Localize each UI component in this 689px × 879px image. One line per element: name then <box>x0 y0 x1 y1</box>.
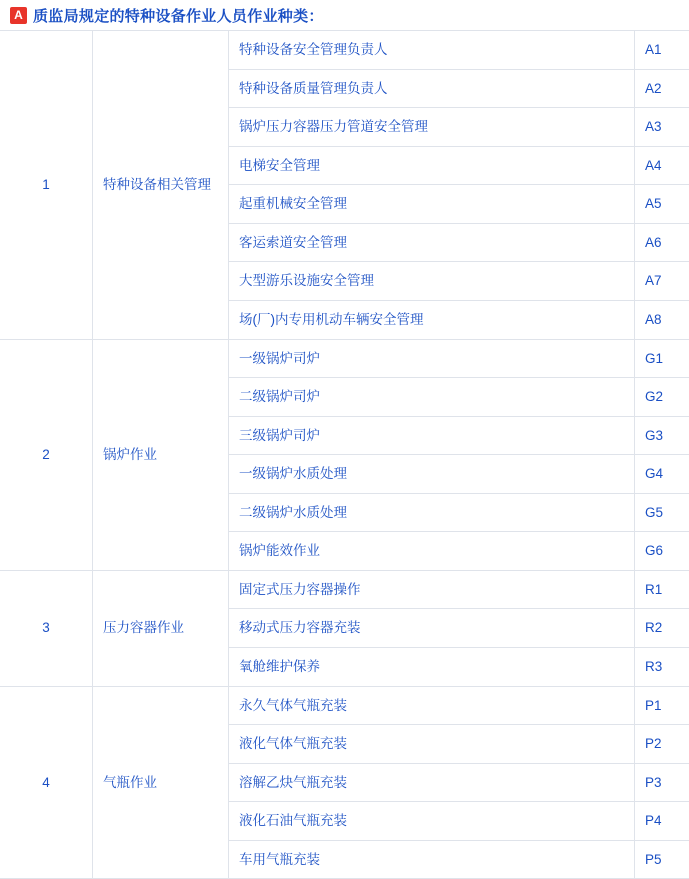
item-name-cell: 三级锅炉司炉 <box>229 416 635 455</box>
item-name-cell: 锅炉能效作业 <box>229 532 635 571</box>
item-code-cell: A5 <box>635 185 689 224</box>
item-name-cell: 液化气体气瓶充装 <box>229 725 635 764</box>
item-name-cell: 场(厂)内专用机动车辆安全管理 <box>229 300 635 339</box>
table-row <box>0 31 689 70</box>
group-name-cell: 特种设备相关管理 <box>93 31 229 340</box>
group-name-cell: 气瓶作业 <box>93 686 229 879</box>
item-name-cell: 一级锅炉水质处理 <box>229 455 635 494</box>
item-name-cell: 液化石油气瓶充装 <box>229 802 635 841</box>
item-code-cell: P2 <box>635 725 689 764</box>
group-index-cell: 3 <box>0 570 93 686</box>
item-code-cell: A3 <box>635 108 689 147</box>
item-code-cell: G2 <box>635 378 689 417</box>
item-name-cell: 车用气瓶充装 <box>229 840 635 879</box>
page-title: 质监局规定的特种设备作业人员作业种类： <box>33 5 324 26</box>
item-code-cell: A7 <box>635 262 689 301</box>
item-name-cell: 二级锅炉司炉 <box>229 378 635 417</box>
item-code-cell: A4 <box>635 146 689 185</box>
item-code-cell: G3 <box>635 416 689 455</box>
item-code-cell: A8 <box>635 300 689 339</box>
item-name-cell: 客运索道安全管理 <box>229 223 635 262</box>
item-name-cell: 特种设备质量管理负责人 <box>229 69 635 108</box>
item-code-cell: G5 <box>635 493 689 532</box>
item-name-cell: 锅炉压力容器压力管道安全管理 <box>229 108 635 147</box>
item-name-cell: 一级锅炉司炉 <box>229 339 635 378</box>
item-code-cell: R3 <box>635 648 689 687</box>
table-body <box>0 31 689 879</box>
item-code-cell: A2 <box>635 69 689 108</box>
item-code-cell: G4 <box>635 455 689 494</box>
table-row <box>0 570 689 609</box>
item-name-cell: 永久气体气瓶充装 <box>229 686 635 725</box>
item-code-cell: G6 <box>635 532 689 571</box>
item-code-cell: P5 <box>635 840 689 879</box>
group-index-cell: 1 <box>0 31 93 340</box>
section-badge: A <box>10 7 27 24</box>
item-name-cell: 氧舱维护保养 <box>229 648 635 687</box>
occupation-category-table <box>0 30 689 879</box>
item-code-cell: R2 <box>635 609 689 648</box>
item-name-cell: 二级锅炉水质处理 <box>229 493 635 532</box>
item-code-cell: P4 <box>635 802 689 841</box>
item-name-cell: 电梯安全管理 <box>229 146 635 185</box>
item-code-cell: P3 <box>635 763 689 802</box>
item-code-cell: A1 <box>635 31 689 70</box>
item-name-cell: 大型游乐设施安全管理 <box>229 262 635 301</box>
table-row <box>0 339 689 378</box>
item-name-cell: 移动式压力容器充装 <box>229 609 635 648</box>
item-name-cell: 溶解乙炔气瓶充装 <box>229 763 635 802</box>
item-code-cell: G1 <box>635 339 689 378</box>
group-name-cell: 锅炉作业 <box>93 339 229 570</box>
page-header <box>0 0 689 30</box>
group-name-cell: 压力容器作业 <box>93 570 229 686</box>
item-code-cell: A6 <box>635 223 689 262</box>
group-index-cell: 2 <box>0 339 93 570</box>
item-name-cell: 固定式压力容器操作 <box>229 570 635 609</box>
item-name-cell: 特种设备安全管理负责人 <box>229 31 635 70</box>
item-code-cell: R1 <box>635 570 689 609</box>
item-code-cell: P1 <box>635 686 689 725</box>
group-index-cell: 4 <box>0 686 93 879</box>
table-row <box>0 686 689 725</box>
item-name-cell: 起重机械安全管理 <box>229 185 635 224</box>
